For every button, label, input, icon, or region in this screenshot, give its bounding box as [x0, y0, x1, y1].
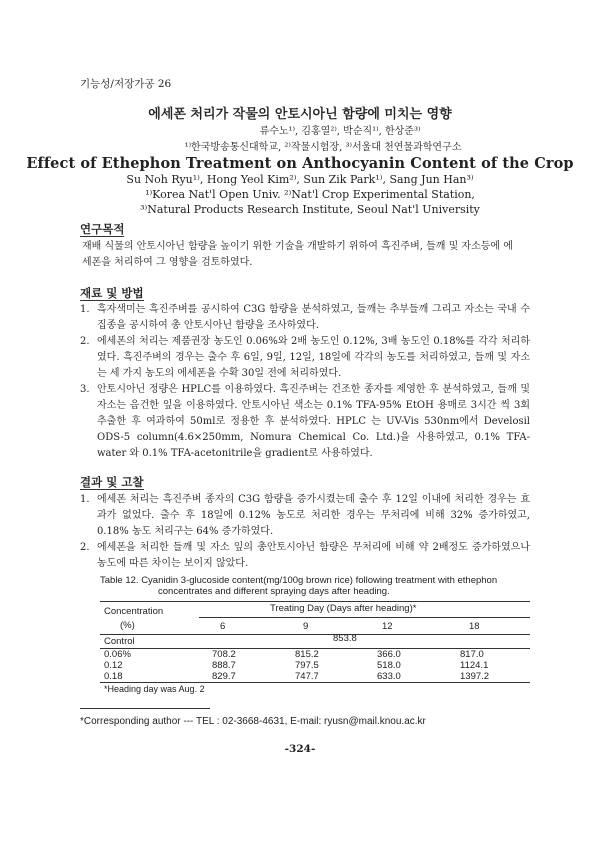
table-cell: 829.7: [212, 671, 236, 682]
korean-authors: 류수노¹⁾, 김홍열²⁾, 박순직¹⁾, 한상준³⁾: [259, 126, 421, 137]
table-head-group: Treating Day (Days after heading)*: [270, 603, 417, 614]
table-footnote: *Heading day was Aug. 2: [104, 684, 205, 694]
item-text: 에세폰 처리는 흑진주벼 종자의 C3G 함량을 증가시켰는데 출수 후 12일 이내에 처리한 경우는 효과가 없었다. 출수 후 18일에 0.12% 농도로 처리한 경우는 무처리에 비해 32% 증가하였고, 0.18% 농도 처리구는 64% 증가하였다.: [97, 494, 530, 537]
table-cell: 1397.2: [460, 671, 490, 682]
methods-item-2: [80, 334, 530, 382]
item-text: 에세폰의 처리는 제품권장 농도인 0.06%와 2배 농도인 0.12%, 3배 농도인 0.18%를 각각 처리하였다. 흑진주벼의 경우는 출수 후 6일, 9일, 12일, 18일에 각각의 농도를 처리하였고, 들깨 및 자소는 세 가지 농도의 에세폰을 수확 30일 전에 처리하였다.: [97, 336, 530, 379]
item-number: 3.: [80, 384, 90, 395]
footnote-rule: [80, 708, 210, 709]
table-head-unit: (%): [120, 620, 135, 631]
table-bottom-rule: [100, 682, 530, 683]
item-number: 2.: [80, 542, 90, 553]
table-cell: 747.7: [295, 671, 319, 682]
table-caption-line-1: Table 12. Cyanidin 3-glucoside content(mg/100g brown rice) following treatment with ethephon: [100, 575, 498, 586]
results-heading: 결과 및 고찰: [80, 475, 144, 489]
table-control-value: 853.8: [333, 633, 357, 644]
objective-heading: 연구목적: [80, 222, 125, 236]
table-header-rule: [100, 634, 530, 635]
item-number: 2.: [80, 336, 90, 347]
item-text: 흑자색미는 흑진주벼를 공시하여 C3G 함량을 분석하였고, 들깨는 추부들깨 그리고 자소는 국내 수집종을 공시하여 총 안토시아닌 함량을 조사하였다.: [97, 304, 530, 331]
item-number: 1.: [80, 304, 90, 315]
table-caption-line-2: concentrates and different spraying days after heading.: [158, 586, 390, 597]
running-head: 기능성/저장가공 26: [80, 78, 172, 90]
methods-heading: 재료 및 방법: [80, 286, 144, 300]
table-cell: 708.2: [212, 649, 236, 660]
table-head-concentration: Concentration: [104, 606, 164, 617]
item-number: 1.: [80, 494, 90, 505]
english-affiliation-2: ³⁾Natural Products Research Institute, Seoul Nat'l University: [140, 203, 480, 216]
table-caption: [100, 575, 530, 597]
table-group-rule: [199, 617, 530, 618]
korean-affiliations: ¹⁾한국방송통신대학교, ²⁾작물시험장, ³⁾서울대 천연물과학연구소: [184, 142, 462, 153]
table-cell: 797.5: [295, 660, 319, 671]
table-cell: 888.7: [212, 660, 236, 671]
item-text: 안토시아닌 정량은 HPLC를 이용하였다. 흑진주벼는 건조한 종자를 제영한 후 분석하였고, 들깨 및 자소는 음건한 잎을 이용하였다. 안토시아닌 색소는 0.1% TFA-95% EtOH 용매로 3시간 씩 3회 추출한 후 여과하여 50ml로 정용한 후 분석하였다. HPLC 는 UV-Vis 530nm에서 Develosil ODS-5 column(4.6×250mm, Nomura Chemical Co. Ltd.)을 사용하였고, 0.1% TFA-water 와 0.1% TFA-acetonitrile을 gradient로 사용하였다.: [97, 384, 530, 459]
table-head-day-9: 9: [303, 621, 309, 632]
methods-item-1: [80, 302, 530, 334]
results-item-2: [80, 540, 530, 572]
table-row-conc: 0.18: [104, 671, 123, 682]
table-cell: 633.0: [377, 671, 401, 682]
item-text: 에세폰을 처리한 들깨 및 자소 잎의 총안토시아닌 함량은 무처리에 비해 약 2배정도 증가하였으나 농도에 따른 차이는 보이지 않았다.: [97, 542, 530, 569]
table-head-day-6: 6: [220, 621, 226, 632]
table-cell: 1124.1: [460, 660, 489, 671]
table-head-day-18: 18: [469, 621, 480, 632]
table-row-conc: 0.12: [104, 660, 123, 671]
table-head-day-12: 12: [382, 621, 393, 632]
english-title: Effect of Ethephon Treatment on Anthocyanin Content of the Crop: [26, 155, 574, 172]
page-number: -324-: [284, 743, 316, 755]
table-control-label: Control: [104, 636, 135, 647]
methods-item-3: [80, 382, 530, 462]
results-item-1: [80, 492, 530, 540]
table-cell: 815.2: [295, 649, 319, 660]
table-cell: 366.0: [377, 649, 401, 660]
corresponding-author: *Corresponding author --- TEL : 02-3668-4631, E-mail: ryusn@mail.knou.ac.kr: [80, 716, 426, 727]
table-cell: 518.0: [377, 660, 401, 671]
table-top-rule: [100, 601, 530, 602]
objective-text: 재배 식물의 안토시아닌 함량을 높이기 위한 기술을 개발하기 위하여 흑진주벼, 들깨 및 자소등에 에세폰을 처리하여 그 영향을 검토하였다.: [82, 241, 513, 268]
table-cell: 817.0: [460, 649, 484, 660]
table-row-conc: 0.06%: [104, 649, 131, 660]
korean-title: 에세폰 처리가 작물의 안토시아닌 함량에 미치는 영향: [148, 107, 452, 122]
english-authors: Su Noh Ryu¹⁾, Hong Yeol Kim²⁾, Sun Zik Park¹⁾, Sang Jun Han³⁾: [126, 173, 474, 186]
english-affiliation-1: ¹⁾Korea Nat'l Open Univ. ²⁾Nat'l Crop Experimental Station,: [145, 188, 475, 201]
